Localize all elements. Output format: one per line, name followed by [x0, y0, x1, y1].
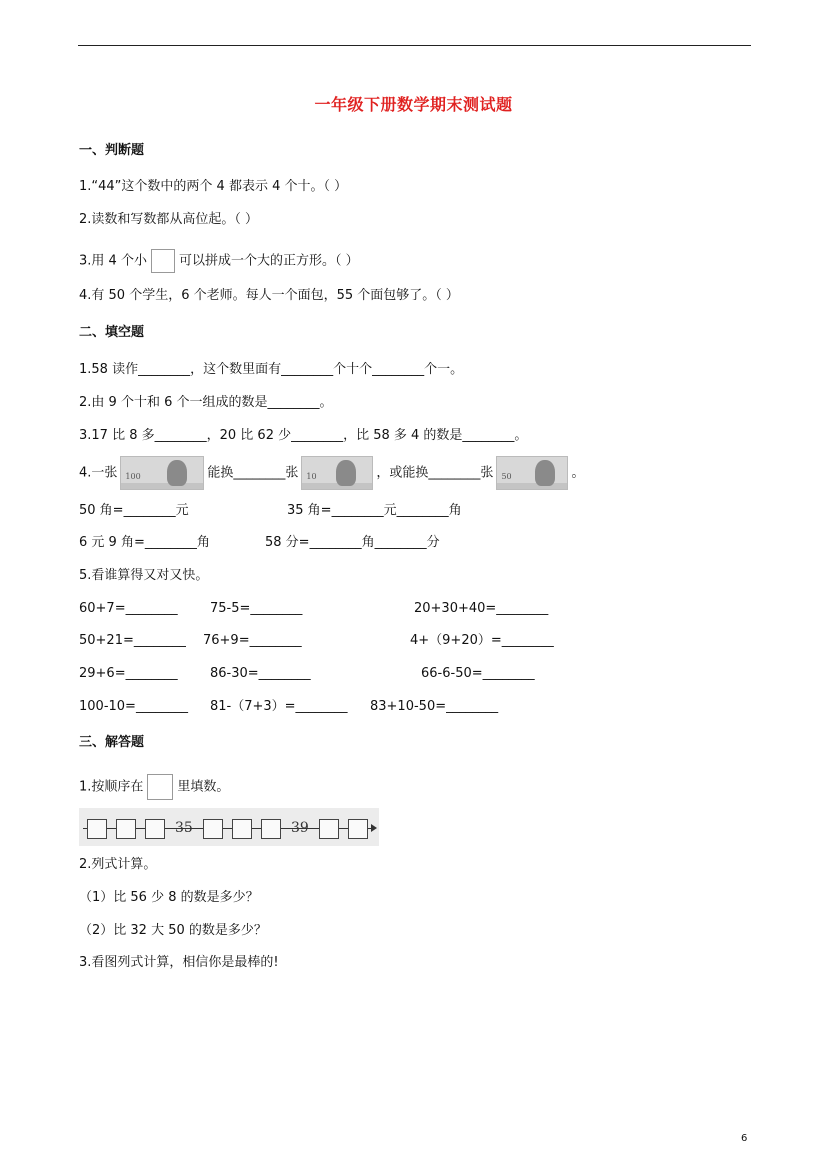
number-line	[79, 808, 379, 846]
page-title: 一年级下册数学期末测试题	[314, 95, 513, 114]
calc-r1-c2: 75-5=________	[210, 601, 303, 616]
fill-q1: 1.58 读作________，这个数里面有________个十个________个一。	[79, 362, 464, 377]
conv-1: 50 角=________元	[79, 503, 189, 518]
answer-q1	[79, 774, 229, 800]
fill-q5: 5.看谁算得又对又快。	[79, 568, 209, 583]
banknote-100-icon	[120, 456, 204, 490]
section3-heading: 三、解答题	[79, 735, 145, 750]
number-label-35: 35	[175, 820, 193, 836]
judge-q3-pre: 3.用 4 个小	[79, 253, 147, 269]
answer-q2: 2.列式计算。	[79, 857, 157, 872]
fill-q2: 2.由 9 个十和 6 个一组成的数是________。	[79, 395, 333, 410]
number-box-1[interactable]	[87, 819, 107, 839]
judge-q3	[79, 249, 359, 273]
fill-q4	[79, 456, 584, 491]
calc-r3-c3: 66-6-50=________	[421, 666, 535, 681]
conv-3: 6 元 9 角=________角	[79, 535, 210, 550]
calc-r4-c1: 100-10=________	[79, 699, 188, 714]
calc-r2-c2: 76+9=________	[203, 633, 302, 648]
fill-q4-d: 。	[571, 465, 585, 481]
fill-q3: 3.17 比 8 多________，20 比 62 少________，比 58 多 4 的数是________。	[79, 428, 528, 443]
banknote-10-icon	[301, 456, 373, 490]
answer-q1-post: 里填数。	[177, 779, 230, 795]
number-box-8[interactable]	[348, 819, 368, 839]
conv-2: 35 角=________元________角	[287, 503, 462, 518]
judge-q4: 4.有 50 个学生，6 个老师。每人一个面包，55 个面包够了。（ ）	[79, 288, 459, 303]
banknote-50-value: 50	[501, 472, 512, 481]
fill-q4-b: 能换________张	[207, 465, 299, 481]
calc-r2-c1: 50+21=________	[79, 633, 186, 648]
header-rule	[78, 45, 751, 46]
small-square-icon	[151, 249, 175, 273]
calc-r1-c1: 60+7=________	[79, 601, 178, 616]
calc-r3-c1: 29+6=________	[79, 666, 178, 681]
answer-q2b: （2）比 32 大 50 的数是多少？	[79, 923, 267, 938]
section2-heading: 二、填空题	[79, 325, 145, 340]
answer-box-icon	[147, 774, 173, 800]
judge-q3-post: 可以拼成一个大的正方形。（ ）	[178, 253, 359, 269]
judge-q1: 1.“44”这个数中的两个 4 都表示 4 个十。（ ）	[79, 179, 348, 194]
banknote-50-icon	[496, 456, 568, 490]
answer-q2a: （1）比 56 少 8 的数是多少？	[79, 890, 259, 905]
number-box-7[interactable]	[319, 819, 339, 839]
calc-r2-c3: 4+（9+20）=________	[410, 633, 554, 648]
fill-q4-a: 4.一张	[79, 465, 118, 481]
calc-r1-c3: 20+30+40=________	[414, 601, 549, 616]
conv-4: 58 分=________角________分	[265, 535, 440, 550]
arrow-right-icon	[371, 824, 377, 832]
number-box-2[interactable]	[116, 819, 136, 839]
judge-q2: 2.读数和写数都从高位起。（ ）	[79, 212, 259, 227]
number-label-39: 39	[291, 820, 309, 836]
banknote-10-value: 10	[306, 472, 317, 481]
calc-r4-c3: 83+10-50=________	[370, 699, 499, 714]
answer-q1-pre: 1.按顺序在	[79, 779, 144, 795]
number-box-3[interactable]	[145, 819, 165, 839]
number-box-6[interactable]	[261, 819, 281, 839]
calc-r4-c2: 81-（7+3）=________	[210, 699, 348, 714]
fill-q4-c: ，或能换________张	[376, 465, 494, 481]
banknote-100-value: 100	[125, 472, 141, 481]
section1-heading: 一、判断题	[79, 143, 145, 158]
number-box-5[interactable]	[232, 819, 252, 839]
number-box-4[interactable]	[203, 819, 223, 839]
page-number: 6	[741, 1133, 748, 1144]
calc-r3-c2: 86-30=________	[210, 666, 311, 681]
answer-q3: 3.看图列式计算，相信你是最棒的!	[79, 955, 279, 970]
